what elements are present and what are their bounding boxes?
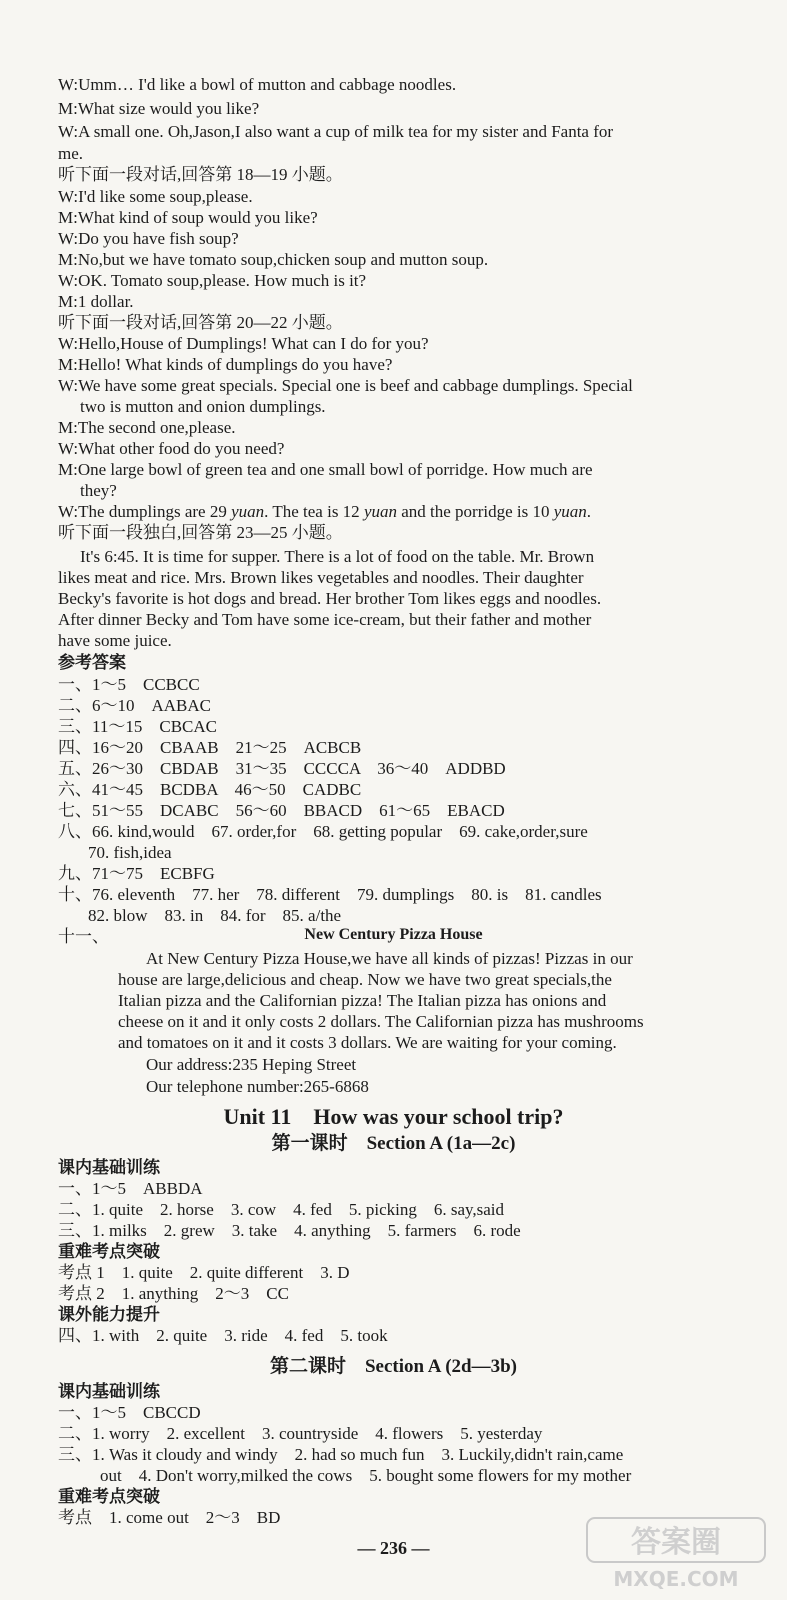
unit-title: Unit 11 How was your school trip? xyxy=(223,1104,564,1129)
answer-line: 八、66. kind,would 67. order,for 68. getting popular 69. cake,order,sure xyxy=(58,822,588,841)
answer-line: 三、11～15 CBCAC xyxy=(58,717,218,736)
transcript-line: M:1 dollar. xyxy=(58,292,134,311)
monologue-line: It's 6:45. It is time for supper. There is a lot of food on the table. Mr. Brown xyxy=(80,547,595,566)
section-heading: 课内基础训练 xyxy=(58,1158,160,1177)
monologue-line: likes meat and rice. Mrs. Brown likes vegetables and noodles. Their daughter xyxy=(58,568,584,587)
essay-line: Italian pizza and the Californian pizza! The Italian pizza has onions and xyxy=(118,991,607,1010)
answer-line: 二、6～10 AABAC xyxy=(58,696,212,715)
transcript-line: two is mutton and onion dumplings. xyxy=(80,397,326,416)
currency-word: yuan xyxy=(553,502,587,521)
answer-line: 四、16～20 CBAAB 21～25 ACBCB xyxy=(58,738,362,757)
transcript-line: M:The second one,please. xyxy=(58,418,236,437)
answer-line: 一、1～5 ABBDA xyxy=(58,1179,203,1198)
section-heading: 课内基础训练 xyxy=(58,1382,160,1401)
essay-title: New Century Pizza House xyxy=(304,926,483,943)
essay-line: house are large,delicious and cheap. Now we have two great specials,the xyxy=(118,970,612,989)
answer-line: 三、1. Was it cloudy and windy 2. had so much fun 3. Luckily,didn't rain,came xyxy=(58,1445,624,1464)
essay-telephone: Our telephone number:265-6868 xyxy=(146,1077,369,1096)
watermark-text: 答案圈 xyxy=(631,1525,721,1560)
section-heading: 重难考点突破 xyxy=(58,1242,160,1261)
essay-line: and tomatoes on it and it costs 3 dollars. We are waiting for your coming. xyxy=(118,1033,617,1052)
transcript-line: M:One large bowl of green tea and one small bowl of porridge. How much are xyxy=(58,460,593,479)
price-text: W:The dumplings are 29 xyxy=(58,502,232,521)
transcript-line: M:No,but we have tomato soup,chicken soup and mutton soup. xyxy=(58,250,489,269)
lesson-title: 第一课时 Section A (1a—2c) xyxy=(271,1133,516,1154)
transcript-line: they? xyxy=(80,481,117,500)
answer-line: 82. blow 83. in 84. for 85. a/the xyxy=(88,906,342,925)
answers-heading: 参考答案 xyxy=(58,653,126,672)
essay-address: Our address:235 Heping Street xyxy=(146,1055,357,1074)
transcript-line: M:What size would you like? xyxy=(58,99,260,118)
essay-label: 十一、 xyxy=(58,927,109,946)
essay-line: cheese on it and it only costs 2 dollars. The Californian pizza has mushrooms xyxy=(118,1012,644,1031)
answer-line: 五、26～30 CBDAB 31～35 CCCCA 36～40 ADDBD xyxy=(58,759,506,778)
answer-line: 一、1～5 CCBCC xyxy=(58,675,200,694)
transcript-line: W:What other food do you need? xyxy=(58,439,285,458)
currency-word: yuan xyxy=(231,502,265,521)
watermark-logo xyxy=(581,1512,771,1592)
answer-line: 三、1. milks 2. grew 3. take 4. anything 5. farmers 6. rode xyxy=(58,1221,521,1240)
answer-line: 70. fish,idea xyxy=(88,843,172,862)
answer-line: 九、71～75 ECBFG xyxy=(58,864,215,883)
monologue-line: have some juice. xyxy=(58,631,172,650)
transcript-line: W:OK. Tomato soup,please. How much is it? xyxy=(58,271,367,290)
listening-instruction: 听下面一段对话,回答第 20—22 小题。 xyxy=(58,313,343,332)
lesson-title: 第二课时 Section A (2d—3b) xyxy=(269,1356,518,1377)
answer-line: 考点 1. come out 2～3 BD xyxy=(58,1508,281,1527)
answer-line: 一、1～5 CBCCD xyxy=(58,1403,201,1422)
answer-line: 四、1. with 2. quite 3. ride 4. fed 5. took xyxy=(58,1326,388,1345)
transcript-line: W:Do you have fish soup? xyxy=(58,229,239,248)
watermark-url: MXQE.COM xyxy=(613,1567,739,1591)
answer-line: 七、51～55 DCABC 56～60 BBACD 61～65 EBACD xyxy=(58,801,505,820)
transcript-line: W:I'd like some soup,please. xyxy=(58,187,253,206)
monologue-line: After dinner Becky and Tom have some ice-cream, but their father and mother xyxy=(58,610,592,629)
answer-line: 考点 2 1. anything 2～3 CC xyxy=(58,1284,289,1303)
price-text: . xyxy=(586,502,592,521)
price-text: . The tea is 12 xyxy=(264,502,364,521)
currency-word: yuan xyxy=(363,502,397,521)
transcript-line: W:Umm… I'd like a bowl of mutton and cabbage noodles. xyxy=(58,75,457,94)
answer-line: 二、1. worry 2. excellent 3. countryside 4. flowers 5. yesterday xyxy=(58,1424,543,1443)
listening-instruction: 听下面一段独白,回答第 23—25 小题。 xyxy=(58,523,343,542)
essay-line: At New Century Pizza House,we have all kinds of pizzas! Pizzas in our xyxy=(146,949,633,968)
listening-instruction: 听下面一段对话,回答第 18—19 小题。 xyxy=(58,165,343,184)
answer-line: 六、41～45 BCDBA 46～50 CADBC xyxy=(58,780,362,799)
answer-line: 二、1. quite 2. horse 3. cow 4. fed 5. picking 6. say,said xyxy=(58,1200,505,1219)
transcript-line: M:Hello! What kinds of dumplings do you have? xyxy=(58,355,393,374)
transcript-price-line xyxy=(58,501,748,522)
answer-line: 十、76. eleventh 77. her 78. different 79. dumplings 80. is 81. candles xyxy=(58,885,602,904)
transcript-line: W:A small one. Oh,Jason,I also want a cup of milk tea for my sister and Fanta for xyxy=(58,122,614,141)
monologue-line: Becky's favorite is hot dogs and bread. Her brother Tom likes eggs and noodles. xyxy=(58,589,602,608)
answer-line: 考点 1 1. quite 2. quite different 3. D xyxy=(58,1263,350,1282)
page-number: — 236 — xyxy=(357,1538,430,1558)
section-heading: 课外能力提升 xyxy=(58,1305,160,1324)
transcript-line: M:What kind of soup would you like? xyxy=(58,208,318,227)
section-heading: 重难考点突破 xyxy=(58,1487,160,1506)
transcript-line: me. xyxy=(58,144,84,163)
price-text: and the porridge is 10 xyxy=(396,502,554,521)
transcript-line: W:Hello,House of Dumplings! What can I do for you? xyxy=(58,334,429,353)
answer-line: out 4. Don't worry,milked the cows 5. bought some flowers for my mother xyxy=(100,1466,632,1485)
transcript-line: W:We have some great specials. Special one is beef and cabbage dumplings. Special xyxy=(58,376,633,395)
